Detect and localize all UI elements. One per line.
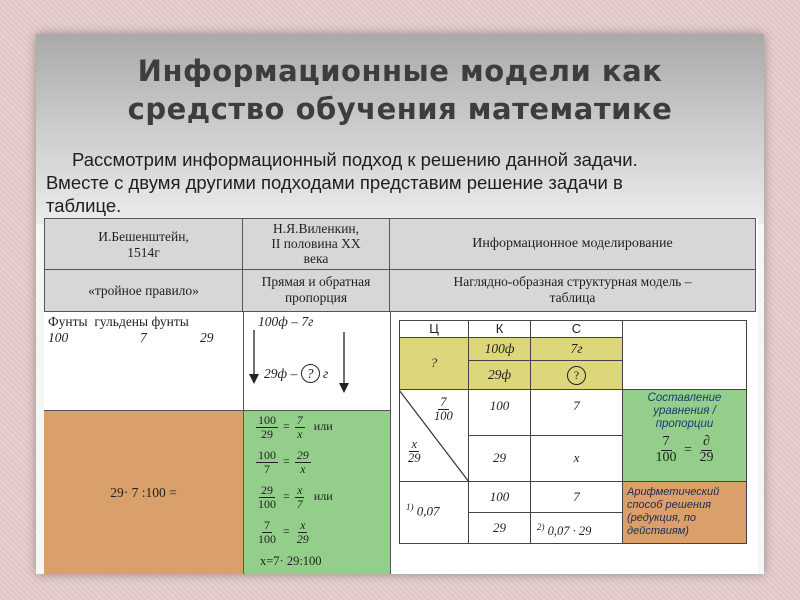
row2-unit: г [322,366,329,381]
method2-line2: пропорция [284,290,348,305]
model-cost-7: 7г [531,338,623,361]
model-r6-qty: 29 [469,513,531,544]
side-eq-rden: 29 [699,449,714,465]
eq1-rnum: 7 [296,413,303,427]
proportion-eq-3 [254,484,390,519]
model-diagonal-cell [399,390,469,482]
title-line-1: Информационные модели как [137,54,663,88]
subtitle-line-3: таблице. [46,195,122,216]
eq3-sign: = [283,488,290,503]
model-step1 [399,482,469,544]
eq2-lden: 7 [264,461,270,476]
eq4-rden: 29 [296,531,309,546]
eq3-rnum: x [297,483,303,497]
row2-left: 29ф – [264,366,298,381]
eq2-rden: x [300,461,306,476]
author1-year: 1514г [127,245,160,260]
value-29: 29 [200,330,214,345]
header-author-beshenshtein [44,218,243,270]
model-r3-cost: 7 [531,390,623,436]
arith-line-3: (редукция, по [627,512,696,524]
info-modeling-label: Информационное моделирование [472,236,673,251]
eq-title-2: уравнения / [653,405,716,417]
model-header-s: С [531,320,623,338]
author2-period: II половина XX [271,236,361,251]
eq4-lnum: 7 [264,518,270,532]
method-proportion [243,270,390,312]
step1-value: 0,07 [416,503,440,519]
model-qty-100: 100ф [469,338,531,361]
side-empty-top [623,320,747,390]
model-r5-qty: 100 [469,482,531,513]
model-r4-qty: 29 [469,436,531,482]
method-structural-model [390,270,756,312]
arith-line-1: Арифметический [627,486,720,498]
triple-rule-formula [44,410,243,574]
eq1-sign: = [283,418,290,433]
model-cost-unknown [531,361,623,390]
method3-line1: Наглядно-образная структурная модель – [453,274,692,289]
model-r5-cost: 7 [531,482,623,513]
units-values [48,330,239,348]
eq1-lnum: 100 [258,413,276,427]
value-100: 100 [48,330,69,345]
proportion-row1: 100ф – 7г [258,314,314,329]
author1-name: И.Бешенштейн, [98,229,189,244]
eq-title-1: Составление [647,392,722,404]
diag-x-num: x [411,437,418,451]
model-r4-cost: x [531,436,623,482]
units-header: Фунты гульдены фунты [48,314,189,329]
diag-x-den: 29 [408,451,421,466]
side-eq-lden: 100 [655,449,677,465]
eq2-lnum: 100 [258,448,276,462]
side-eq-lnum: 7 [662,434,670,449]
proportion-equations [243,410,390,574]
eq3-lden: 100 [258,496,276,511]
side-arithmetic-box [623,482,747,544]
header-author-vilenkin [243,218,390,270]
title-line-2: средство обучения математике [127,92,673,126]
author2-century: века [303,251,329,266]
model-qty-29: 29ф [469,361,531,390]
method-triple-rule [44,270,243,312]
value-7: 7 [140,330,147,345]
method2-line1: Прямая и обратная [261,274,371,289]
step2-label: 2) [537,522,545,532]
proportion-result: x=7· 29:100 [260,554,322,568]
formula-text: 29· 7 :100 = [110,485,177,500]
eq3-rden: 7 [296,496,303,511]
eq2-rnum: 29 [296,448,309,462]
model-step2 [531,513,623,544]
step2-value: 0,07 · 29 [547,524,592,539]
model-header-c: Ц [399,320,469,338]
side-equation-box [623,390,747,482]
arith-line-4: действиям) [627,525,689,537]
slide-title [36,52,764,128]
model-table [390,312,757,574]
model-unknown-circle: ? [567,366,586,385]
triple-rule-data [44,312,243,410]
slide [36,34,764,574]
proportion-eq-1 [254,414,390,449]
header-info-modeling [390,218,756,270]
side-equation [623,435,746,465]
or-label-1: или [313,418,333,433]
model-header-k: К [469,320,531,338]
side-eq-sign: = [684,442,692,458]
proportion-scheme [243,312,390,410]
arith-line-2: способ решения [627,499,712,511]
proportion-eq-2 [254,449,390,484]
unknown-circle: ? [301,364,320,383]
method1-label: «тройное правило» [88,283,199,298]
slide-subtitle [46,148,746,217]
proportion-eq-4 [254,519,390,554]
eq4-sign: = [283,523,290,538]
model-unknown-price: ? [399,338,469,390]
or-label-2: или [313,488,333,503]
eq1-rden: x [297,426,303,441]
eq2-sign: = [283,453,290,468]
subtitle-line-2: Вместе с двумя другими подходами представим решение задачи в [46,172,623,193]
side-eq-rnum: ∂ [702,434,710,449]
subtitle-line-1: Рассмотрим информационный подход к решению данной задачи. [72,149,638,170]
method3-line2: таблица [549,290,596,305]
eq4-rnum: x [300,518,306,532]
diag-frac-num: 7 [440,395,447,409]
comparison-table [44,218,758,574]
eq1-lden: 29 [261,426,273,441]
eq3-lnum: 29 [261,483,273,497]
eq-title-3: пропорции [655,418,714,430]
diag-frac-den: 100 [434,409,453,424]
model-r3-qty: 100 [469,390,531,436]
proportion-arrows [244,312,391,410]
step1-label: 1) [406,502,414,512]
eq4-lden: 100 [258,531,276,546]
author2-name: Н.Я.Виленкин, [272,221,360,236]
